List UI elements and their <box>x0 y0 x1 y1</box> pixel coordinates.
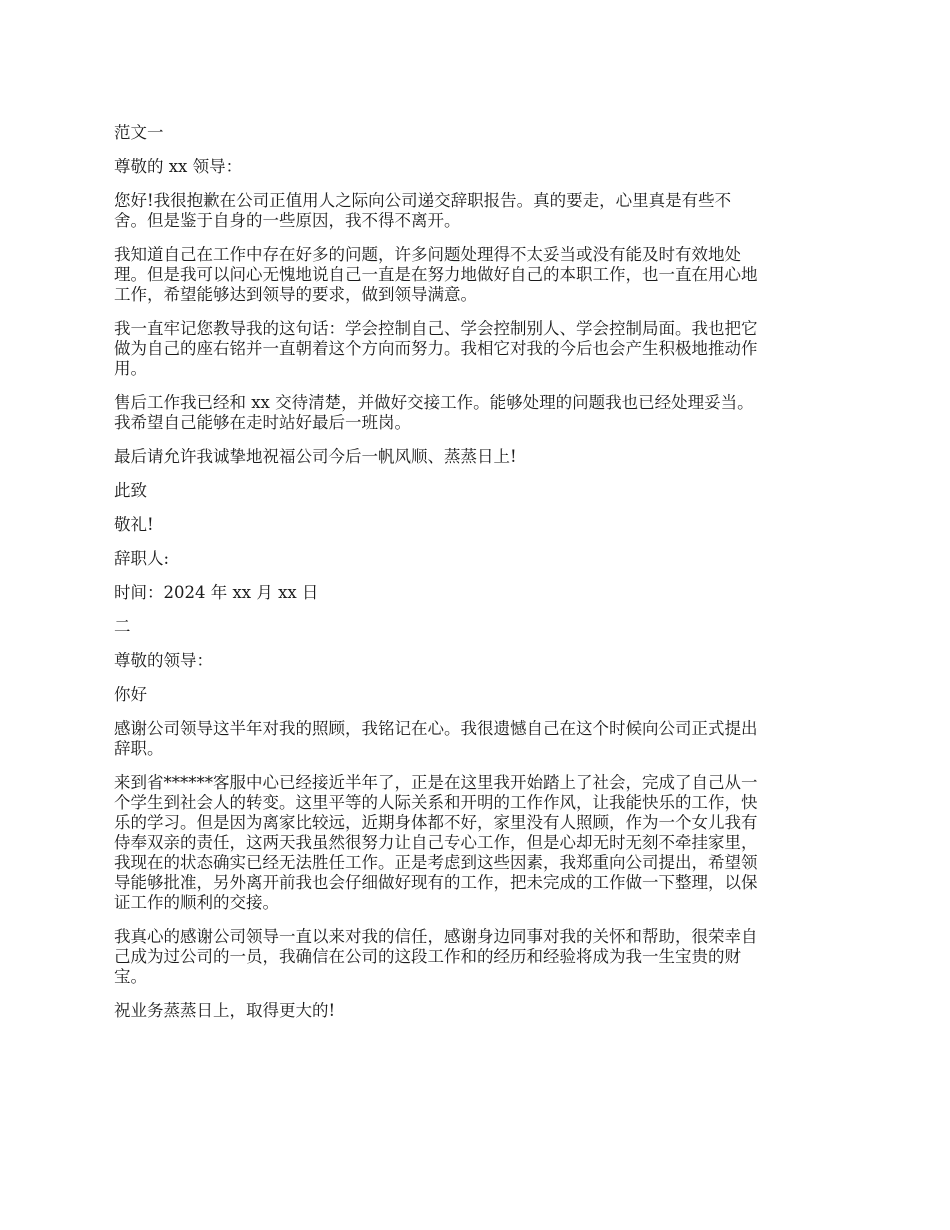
body-paragraph: 我真心的感谢公司领导一直以来对我的信任，感谢身边同事对我的关怀和帮助，很荣幸自 己成为过公司的一员，我确信在公司的这段工作和的经历和经验将成为我一生宝贵的财 宝。 <box>114 927 758 986</box>
salutation-two: 尊敬的领导： <box>114 651 213 670</box>
body-paragraph: 感谢公司领导这半年对我的照顾，我铭记在心。我很遗憾自己在这个时候向公司正式提出 辞职。 <box>114 719 758 758</box>
closing-wishes-two: 祝业务蒸蒸日上，取得更大的! <box>114 1001 336 1020</box>
greeting: 你好 <box>114 685 147 704</box>
closing-jingli: 敬礼! <box>114 515 154 534</box>
body-paragraph: 我一直牢记您教导我的这句话：学会控制自己、学会控制别人、学会控制局面。我也把它 做为自己的座右铭并一直朝着这个方向而努力。我相它对我的今后也会产生积极地推动作 用。 <box>114 319 758 378</box>
letter-body <box>114 123 840 1035</box>
closing-wishes: 最后请允许我诚挚地祝福公司今后一帆风顺、蒸蒸日上! <box>114 447 517 466</box>
body-paragraph: 来到省******客服中心已经接近半年了，正是在这里我开始踏上了社会，完成了自己从一 个学生到社会人的转变。这里平等的人际关系和开明的工作作风，让我能快乐的工作，快 乐的学习。但是因为离家比较远，近期身体都不好，家里没有人照顾，作为一个女儿我有 侍奉双亲的责任，这两天我虽然很努力让自己专心工作，但是心却无时无刻不牵挂家里， 我现在的状态确实已经无法胜任工作。正是考虑到这些因素，我郑重向公司提出，希望领 导能够批准，另外离开前我也会仔细做好现有的工作，把未完成的工作做一下整理，以保 证工作的顺利的交接。 <box>114 773 758 912</box>
signature-line: 辞职人: <box>114 549 170 568</box>
body-paragraph: 售后工作我已经和 xx 交待清楚，并做好交接工作。能够处理的问题我也已经处理妥当。 我希望自己能够在走时站好最后一班岗。 <box>114 393 754 432</box>
salutation-one: 尊敬的 xx 领导： <box>114 157 243 176</box>
body-paragraph: 我知道自己在工作中存在好多的问题，许多问题处理得不太妥当或没有能及时有效地处 理。但是我可以问心无愧地说自己一直是在努力地做好自己的本职工作，也一直在用心地 工作，希望能够达到领导的要求，做到领导满意。 <box>114 245 758 304</box>
date-line: 时间：2024 年 xx 月 xx 日 <box>114 583 319 602</box>
heading-sample-one: 范文一 <box>114 123 164 142</box>
body-paragraph: 您好!我很抱歉在公司正值用人之际向公司递交辞职报告。真的要走，心里真是有些不 舍。但是鉴于自身的一些原因，我不得不离开。 <box>114 191 732 230</box>
heading-sample-two: 二 <box>114 617 131 636</box>
closing-cizhi: 此致 <box>114 481 147 500</box>
